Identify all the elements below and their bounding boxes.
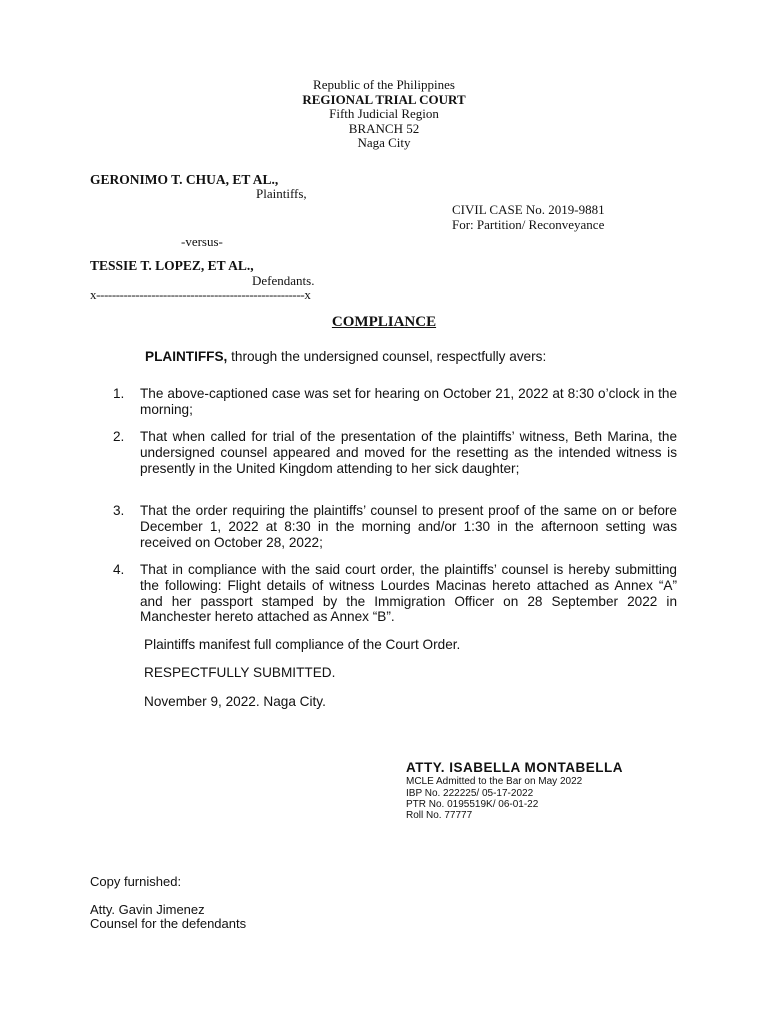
recipient-name: Atty. Gavin Jimenez <box>90 902 205 917</box>
caption-divider: x-----------------------------------------------------x <box>90 287 311 302</box>
list-item: The above-captioned case was set for hearing on October 21, 2022 at 8:30 o’clock in the morning; <box>140 386 677 417</box>
republic-line: Republic of the Philippines <box>313 77 455 92</box>
document-title: COMPLIANCE <box>331 314 437 330</box>
court-header <box>0 78 768 151</box>
versus: -versus- <box>181 234 223 249</box>
intro-rest: through the undersigned counsel, respectfully avers: <box>227 349 547 364</box>
defendant-role: Defendants. <box>252 273 315 288</box>
defendant-name: TESSIE T. LOPEZ, ET AL., <box>90 258 254 273</box>
ibp-line: IBP No. 222225/ 05-17-2022 <box>406 788 534 799</box>
city: Naga City <box>357 135 411 150</box>
item-number: 2. <box>113 429 125 444</box>
case-number: CIVIL CASE No. 2019-9881 <box>452 202 605 217</box>
date-place: November 9, 2022. Naga City. <box>144 694 326 709</box>
item-number: 4. <box>113 562 125 577</box>
plaintiff-role: Plaintiffs, <box>256 186 307 201</box>
counsel-name: ATTY. ISABELLA MONTABELLA <box>406 760 623 775</box>
intro-lead: PLAINTIFFS, <box>145 349 228 364</box>
judicial-region: Fifth Judicial Region <box>329 106 439 121</box>
recipient-role: Counsel for the defendants <box>90 916 247 931</box>
manifest-statement: Plaintiffs manifest full compliance of the Court Order. <box>144 637 461 652</box>
case-nature: For: Partition/ Reconveyance <box>452 217 605 232</box>
item-number: 3. <box>113 503 125 518</box>
respectfully-submitted: RESPECTFULLY SUBMITTED. <box>144 665 336 680</box>
plaintiff-name: GERONIMO T. CHUA, ET AL., <box>90 172 279 187</box>
list-item: That the order requiring the plaintiffs’ counsel to present proof of the same on or before December 1, 2022 at 8:30 in the morning and/or 1:30 in the afternoon setting was received on October 28, 2022; <box>140 503 677 550</box>
branch: BRANCH 52 <box>348 120 420 136</box>
list-item: That when called for trial of the presentation of the plaintiffs’ witness, Beth Marina, the undersigned counsel appeared and moved for the resetting as the intended witness is presently in the United Kingdom attending to her sick daughter; <box>140 429 677 476</box>
copy-furnished-label: Copy furnished: <box>90 874 182 889</box>
intro-paragraph <box>145 349 546 364</box>
court-name: REGIONAL TRIAL COURT <box>302 91 466 107</box>
roll-line: Roll No. 77777 <box>406 810 473 821</box>
ptr-line: PTR No. 0195519K/ 06-01-22 <box>406 799 539 810</box>
list-item: That in compliance with the said court order, the plaintiffs’ counsel is hereby submitting the following: Flight details of witness Lourdes Macinas hereto attached as Annex “A” and her passport stamped by the Immigration Officer on 28 September 2022 in Manchester hereto attached as Annex “B”. <box>140 562 677 625</box>
item-number: 1. <box>113 386 125 401</box>
mcle-line: MCLE Admitted to the Bar on May 2022 <box>406 776 583 787</box>
